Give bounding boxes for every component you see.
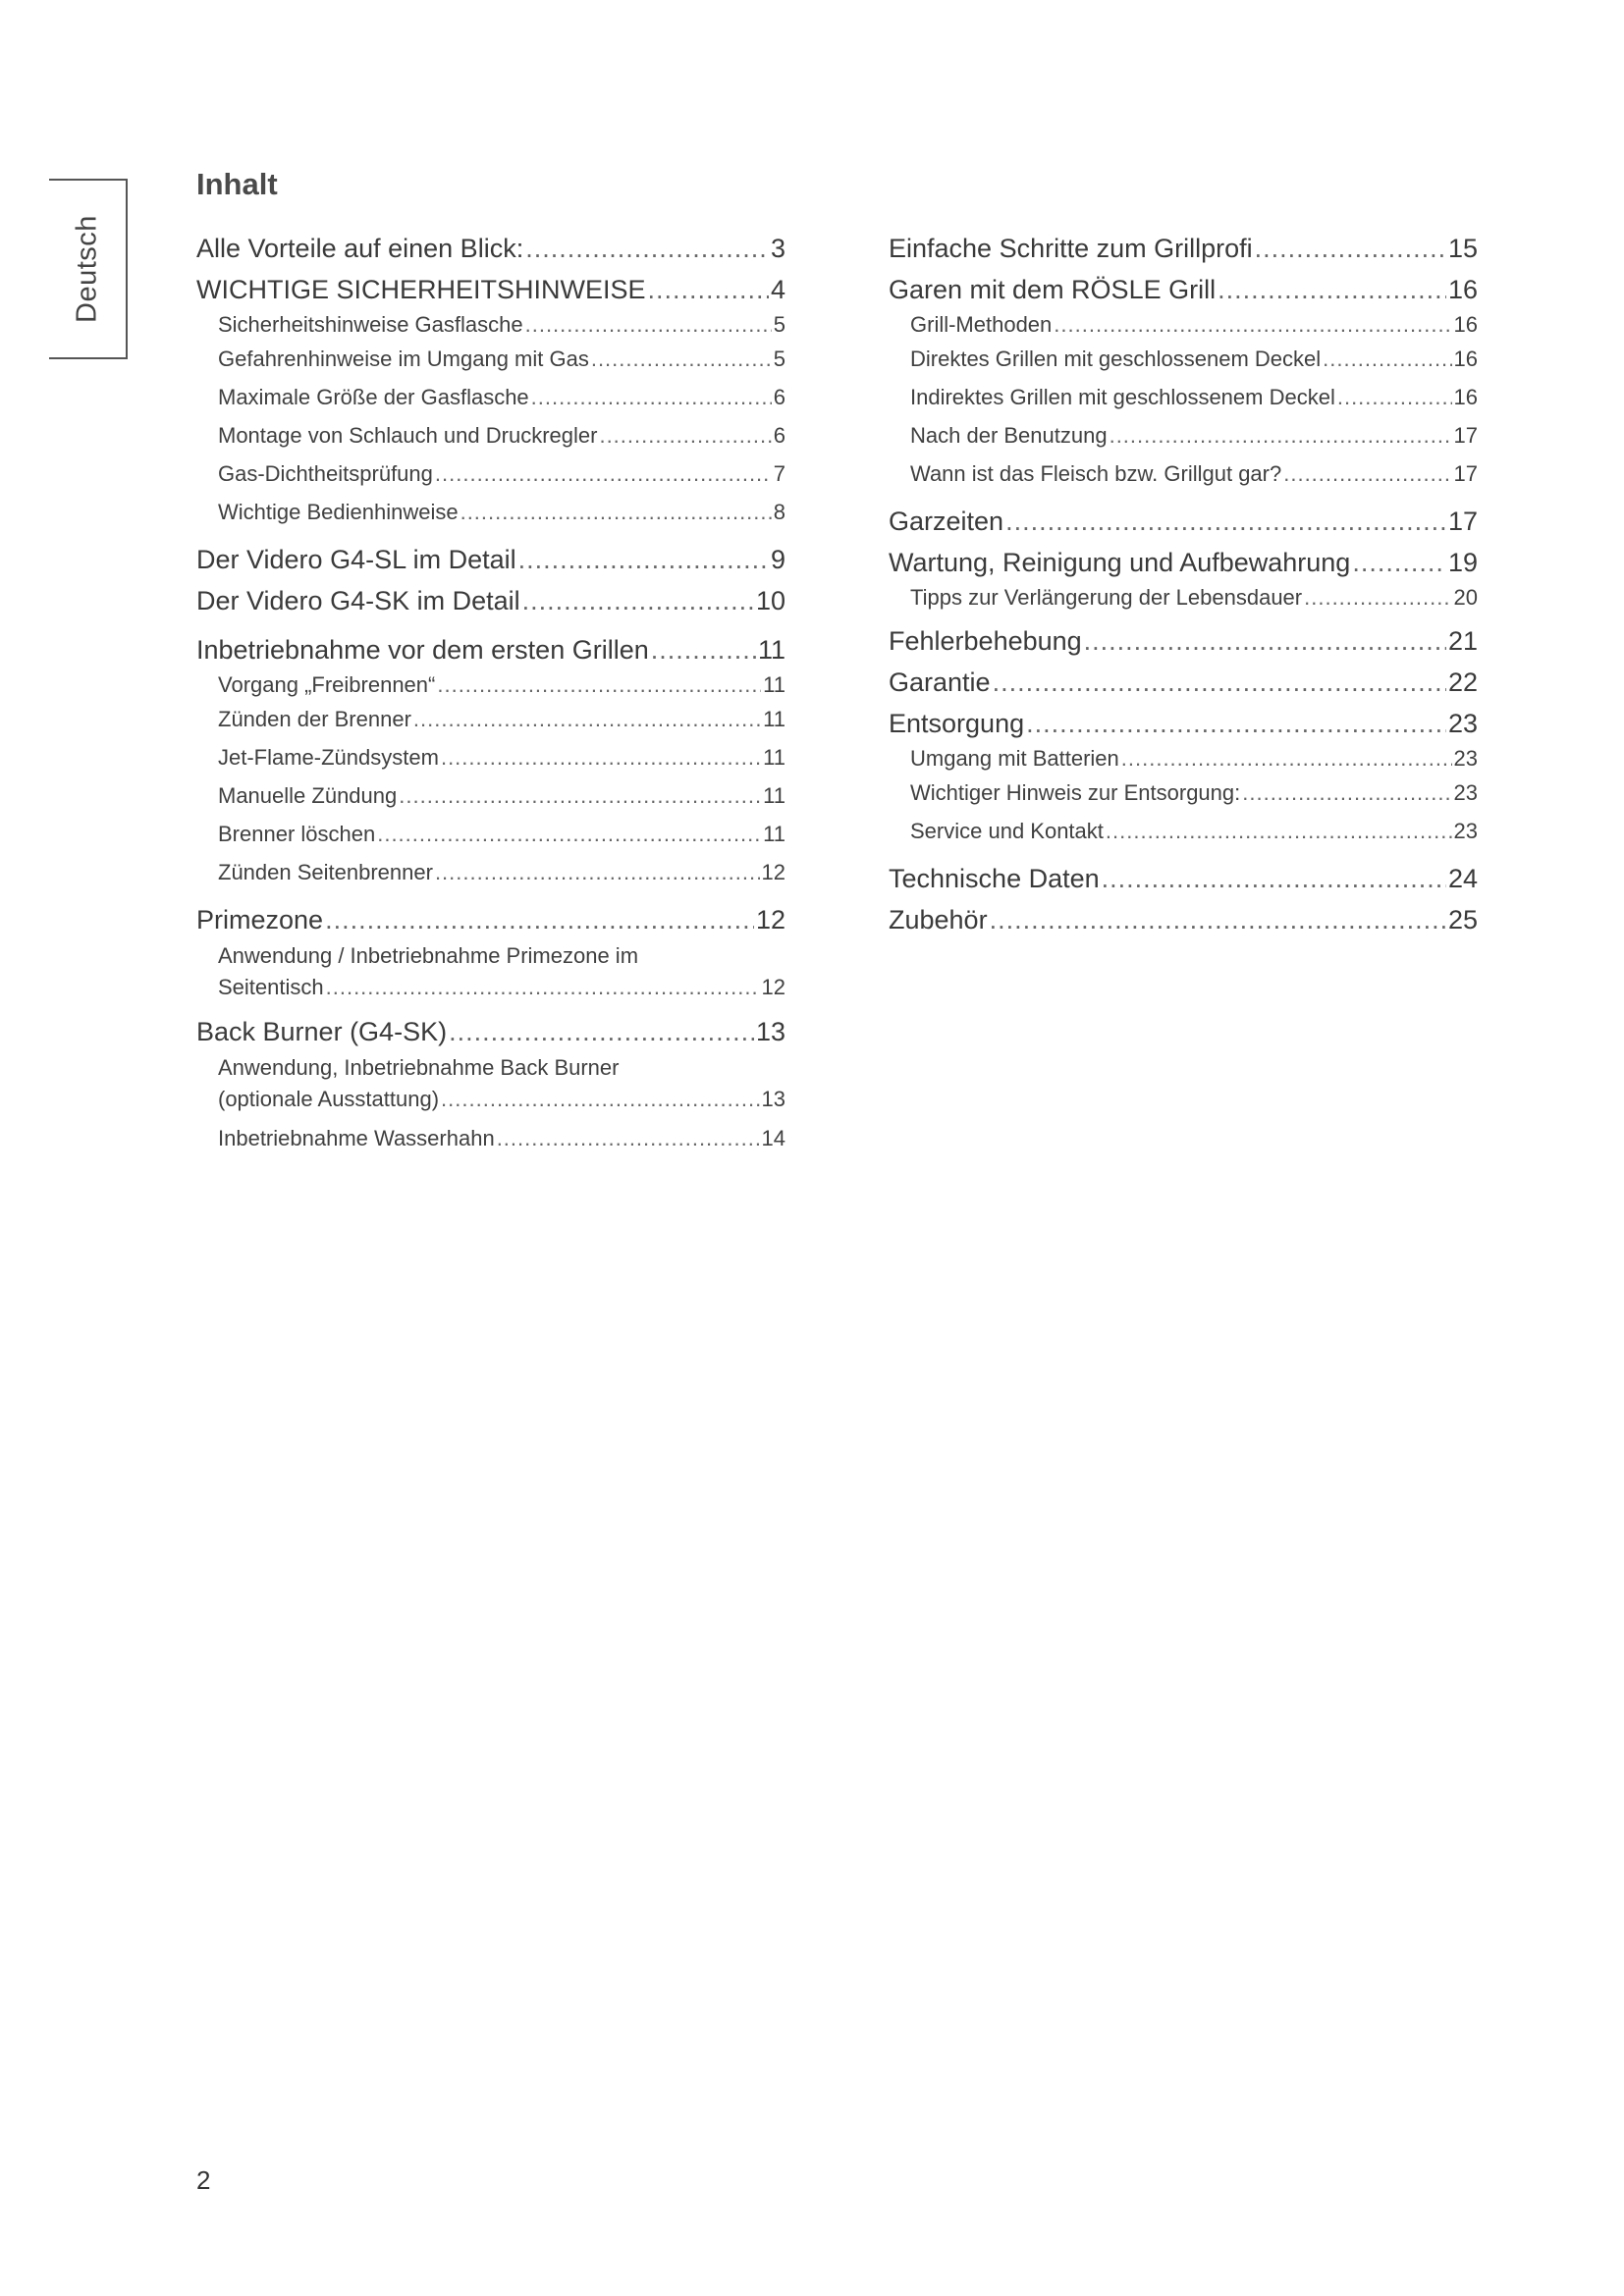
toc-entry-page: 23 [1447,709,1478,738]
toc-entry-title: Entsorgung [889,709,1025,738]
toc-entry-garantie[interactable] [889,662,1478,703]
toc-entry-page: 14 [761,1126,785,1150]
toc-entry-fehler[interactable] [889,620,1478,662]
toc-entry-page: 11 [763,707,785,731]
toc-entry-title: Der Videro G4-SL im Detail [196,545,516,574]
toc-entry-manuell[interactable] [196,776,785,815]
toc-entry-wasserhahn[interactable] [196,1119,785,1157]
toc-entry-entsorgung[interactable] [889,703,1478,744]
toc-entry-title: Garen mit dem RÖSLE Grill [889,275,1217,304]
toc-entry-page: 24 [1447,864,1478,893]
toc-entry-title: Wann ist das Fleisch bzw. Grillgut gar? [910,461,1282,486]
toc-entry-page: 12 [755,905,785,934]
toc-entry-title: Anwendung / Inbetriebnahme Primezone im [218,943,639,968]
toc-entry-garzeiten[interactable] [889,501,1478,542]
toc-entry-title: Gas-Dichtheitsprüfung [218,461,433,486]
toc-entry-title: Sicherheitshinweise Gasflasche [218,312,523,337]
toc-entry-title: Service und Kontakt [910,819,1104,843]
toc-entry-page: 6 [773,385,785,409]
toc-entry-page: 20 [1453,585,1478,610]
toc-entry-hinweis[interactable] [889,774,1478,812]
toc-entry-gefahren[interactable] [196,340,785,378]
toc-entry-title: Wartung, Reinigung und Aufbewahrung [889,548,1351,577]
toc-entry-title: Der Videro G4-SK im Detail [196,586,520,615]
toc-entry-page: 11 [763,745,785,770]
toc-entry-page: 11 [763,783,785,808]
toc-entry-service[interactable] [889,812,1478,850]
toc-entry-title: WICHTIGE SICHERHEITSHINWEISE [196,275,646,304]
toc-entry-page: 17 [1453,423,1478,448]
toc-entry-title: Jet-Flame-Zündsystem [218,745,439,770]
toc-entry-page: 23 [1453,819,1478,843]
toc-entry-direkt[interactable] [889,340,1478,378]
toc-entry-title: Brenner löschen [218,822,376,846]
toc-entry-title: Vorgang „Freibrennen“ [218,672,436,697]
toc-entry-g4sl[interactable] [196,539,785,580]
toc-entry-wartung[interactable] [889,542,1478,583]
toc-entry-title: Zünden Seitenbrenner [218,860,433,884]
toc-entry-gar[interactable] [889,454,1478,493]
toc-entry-page: 12 [761,975,785,999]
toc-entry-page: 4 [770,275,785,304]
toc-entry-page: 21 [1447,626,1478,656]
toc-entry-page: 23 [1453,746,1478,771]
toc-entry-title: Gefahrenhinweise im Umgang mit Gas [218,347,589,371]
toc-entry-groesse[interactable] [196,378,785,416]
toc-entry-freibrennen[interactable] [196,670,785,700]
toc-entry-title: Back Burner (G4-SK) [196,1017,448,1046]
toc-entry-batterien[interactable] [889,744,1478,774]
toc-entry-title: Zünden der Brenner [218,707,411,731]
toc-entry-gasflasche[interactable] [196,310,785,340]
toc-entry-title: Alle Vorteile auf einen Blick: [196,234,524,263]
toc-entry-title: Garzeiten [889,507,1004,536]
toc-entry-primezone[interactable] [196,899,785,940]
toc-entry-page: 11 [757,635,785,665]
toc-entry-page: 25 [1447,905,1478,934]
toc-entry-page: 16 [1453,347,1478,371]
toc-entry-g4sk[interactable] [196,580,785,621]
toc-entry-indirekt[interactable] [889,378,1478,416]
toc-entry-title: Primezone [196,905,324,934]
toc-entry-page: 16 [1453,312,1478,337]
toc-entry-page: 17 [1447,507,1478,536]
toc-entry-title: Technische Daten [889,864,1100,893]
page-number: 2 [196,2165,211,2195]
toc-entry-title: Inbetriebnahme vor dem ersten Grillen [196,635,649,665]
toc-entry-primezone-anwendung[interactable] [196,940,785,1003]
toc-entry-page: 16 [1447,275,1478,304]
toc-entry-seitenbrenner[interactable] [196,853,785,891]
toc-entry-title: Maximale Größe der Gasflasche [218,385,529,409]
language-tab [49,179,128,359]
toc-entry-page: 7 [773,461,785,486]
toc-entry-title: Tipps zur Verlängerung der Lebensdauer [910,585,1303,610]
toc-entry-page: 11 [763,822,785,846]
toc-entry-title-continued: (optionale Ausstattung) [218,1087,440,1111]
toc-entry-page: 19 [1447,548,1478,577]
toc-entry-vorteile[interactable] [196,228,785,269]
toc-entry-jetflame[interactable] [196,738,785,776]
toc-entry-title: Fehlerbehebung [889,626,1082,656]
toc-entry-page: 22 [1447,667,1478,697]
toc-left-column [196,228,785,1157]
toc-entry-page: 17 [1453,461,1478,486]
page-title: Inhalt [196,167,278,201]
toc-entry-page: 15 [1447,234,1478,263]
toc-entry-zuenden[interactable] [196,700,785,738]
toc-entry-nachbenutzung[interactable] [889,416,1478,454]
toc-entry-backburner[interactable] [196,1011,785,1052]
toc-entry-methoden[interactable] [889,310,1478,340]
toc-entry-page: 10 [755,586,785,615]
toc-entry-backburner-anwendung[interactable] [196,1052,785,1115]
toc-entry-inbetrieb[interactable] [196,629,785,670]
toc-entry-page: 12 [761,860,785,884]
toc-entry-title: Umgang mit Batterien [910,746,1119,771]
toc-entry-page: 6 [773,423,785,448]
toc-entry-title: Inbetriebnahme Wasserhahn [218,1126,495,1150]
toc-entry-title: Manuelle Zündung [218,783,398,808]
toc-entry-dichtheit[interactable] [196,454,785,493]
toc-entry-title: Garantie [889,667,991,697]
toc-entry-page: 9 [770,545,785,574]
language-tab-label: Deutsch [71,215,103,323]
toc-entry-grillprofi[interactable] [889,228,1478,269]
toc-entry-page: 13 [761,1087,785,1111]
toc-entry-tipps[interactable] [889,583,1478,613]
toc-entry-title: Anwendung, Inbetriebnahme Back Burner [218,1055,620,1080]
toc-entry-title: Zubehör [889,905,988,934]
toc-entry-page: 8 [773,500,785,524]
toc-entry-title: Indirektes Grillen mit geschlossenem Deckel [910,385,1335,409]
toc-entry-page: 11 [763,672,785,697]
toc-entry-title: Wichtiger Hinweis zur Entsorgung: [910,780,1241,805]
toc-entry-title: Wichtige Bedienhinweise [218,500,459,524]
toc-entry-title: Montage von Schlauch und Druckregler [218,423,598,448]
toc-entry-bedien[interactable] [196,493,785,531]
toc-entry-page: 5 [773,312,785,337]
toc-entry-title: Nach der Benutzung [910,423,1108,448]
toc-entry-garen[interactable] [889,269,1478,310]
toc-entry-montage[interactable] [196,416,785,454]
toc-entry-page: 16 [1453,385,1478,409]
toc-entry-page: 23 [1453,780,1478,805]
toc-entry-page: 13 [755,1017,785,1046]
toc-right-column [889,228,1478,940]
toc-entry-title: Einfache Schritte zum Grillprofi [889,234,1253,263]
toc-entry-title-continued: Seitentisch [218,975,324,999]
toc-entry-loeschen[interactable] [196,815,785,853]
toc-entry-page: 5 [773,347,785,371]
toc-entry-sicherheit[interactable] [196,269,785,310]
toc-entry-zubehoer[interactable] [889,899,1478,940]
toc-entry-title: Direktes Grillen mit geschlossenem Deckel [910,347,1322,371]
toc-entry-technik[interactable] [889,858,1478,899]
toc-entry-title: Grill-Methoden [910,312,1053,337]
toc-entry-page: 3 [770,234,785,263]
